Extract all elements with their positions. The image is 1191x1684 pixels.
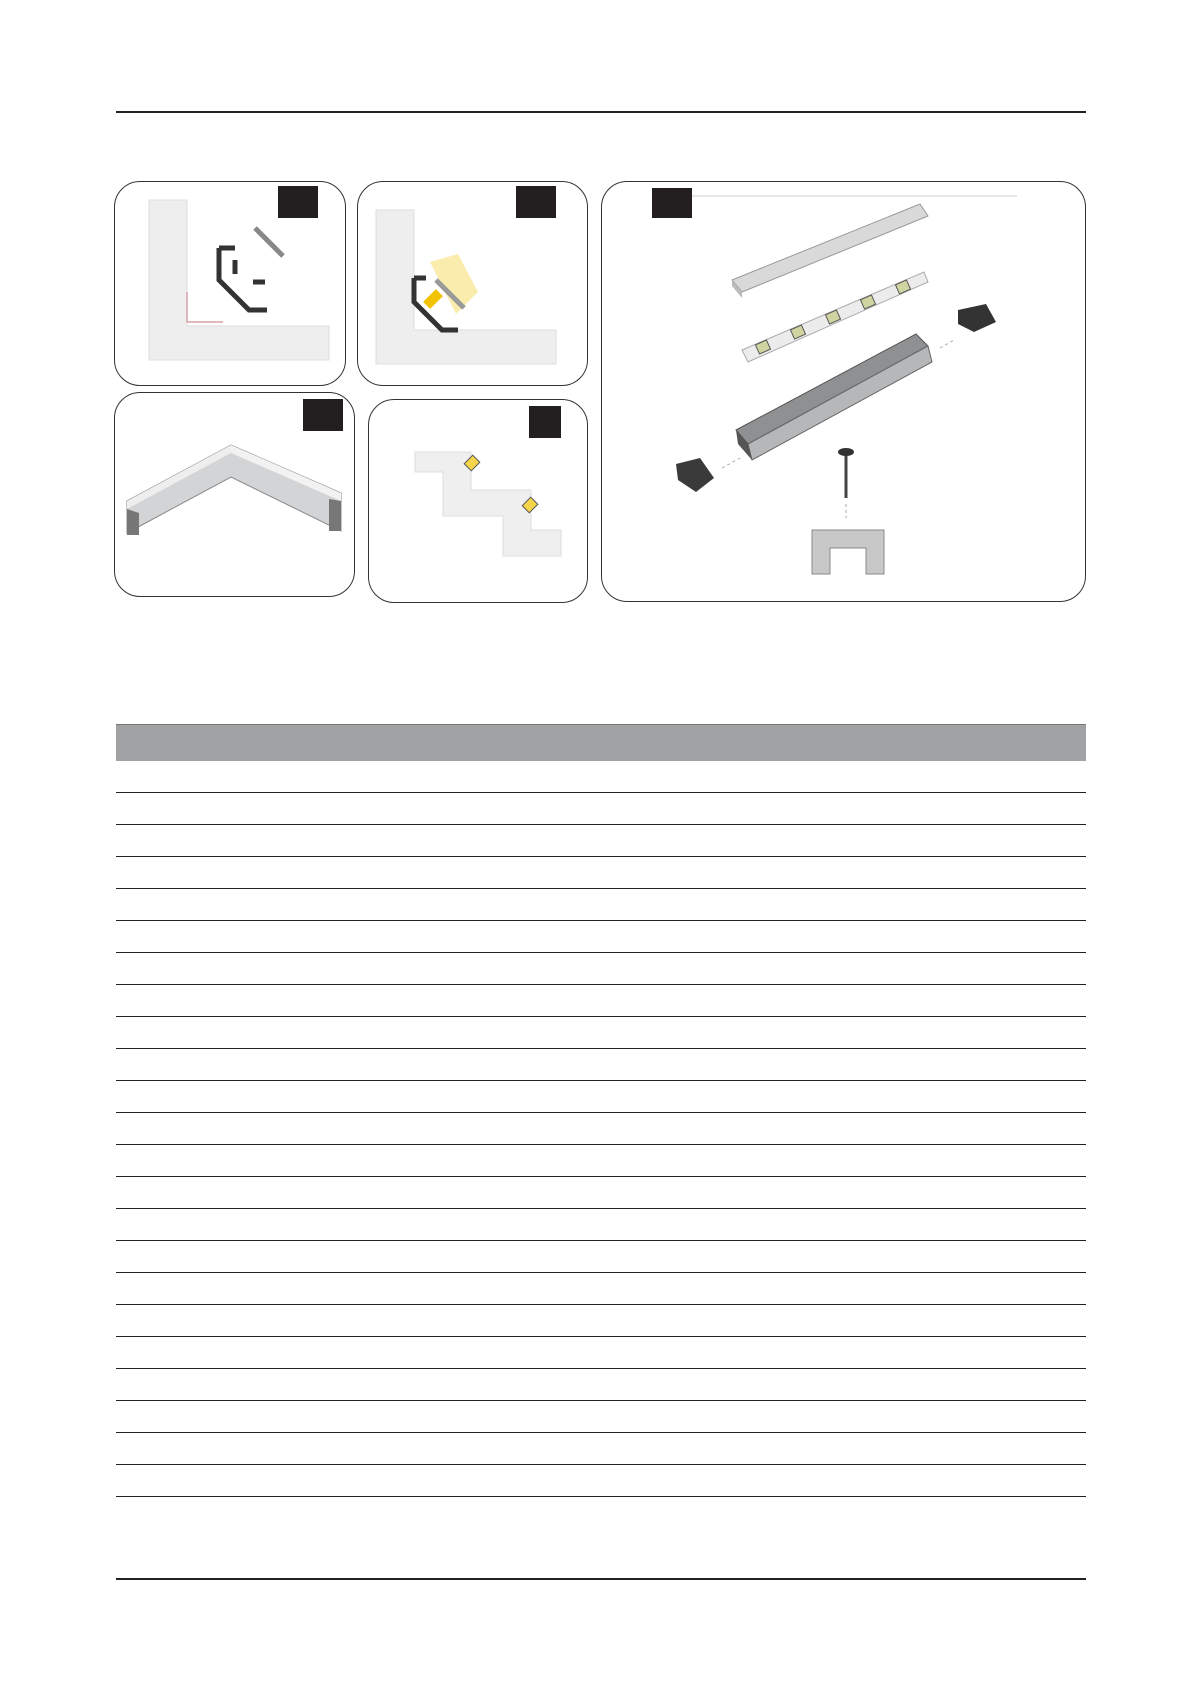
table-row — [116, 761, 1086, 793]
table-row — [116, 1241, 1086, 1273]
stairs-illustration — [369, 400, 588, 603]
table-row — [116, 1209, 1086, 1241]
figure-panel-corner-section — [114, 181, 346, 386]
light-section-illustration — [358, 182, 588, 386]
table-row — [116, 889, 1086, 921]
top-rule — [116, 111, 1086, 113]
table-row — [116, 1113, 1086, 1145]
table-row — [116, 1177, 1086, 1209]
table-row — [116, 1401, 1086, 1433]
table-row — [116, 1433, 1086, 1465]
table-row — [116, 1337, 1086, 1369]
spec-table — [116, 724, 1086, 1497]
figure-panel-light-section — [357, 181, 588, 386]
table-row — [116, 985, 1086, 1017]
corner-section-illustration — [115, 182, 346, 386]
table-header — [116, 724, 1086, 761]
table-row — [116, 1049, 1086, 1081]
table-row — [116, 1273, 1086, 1305]
table-row — [116, 857, 1086, 889]
table-row — [116, 793, 1086, 825]
table-row — [116, 953, 1086, 985]
figure-panel-stairs — [368, 399, 588, 603]
table-row — [116, 921, 1086, 953]
corner-3d-illustration — [115, 393, 355, 597]
table-row — [116, 1465, 1086, 1497]
table-row — [116, 1305, 1086, 1337]
table-row — [116, 1081, 1086, 1113]
table-row — [116, 1145, 1086, 1177]
bottom-rule — [116, 1578, 1086, 1580]
figure-panel-corner-3d — [114, 392, 355, 597]
assembly-illustration — [602, 182, 1086, 602]
table-row — [116, 1017, 1086, 1049]
table-row — [116, 1369, 1086, 1401]
table-row — [116, 825, 1086, 857]
figure-panel-assembly — [601, 181, 1086, 602]
